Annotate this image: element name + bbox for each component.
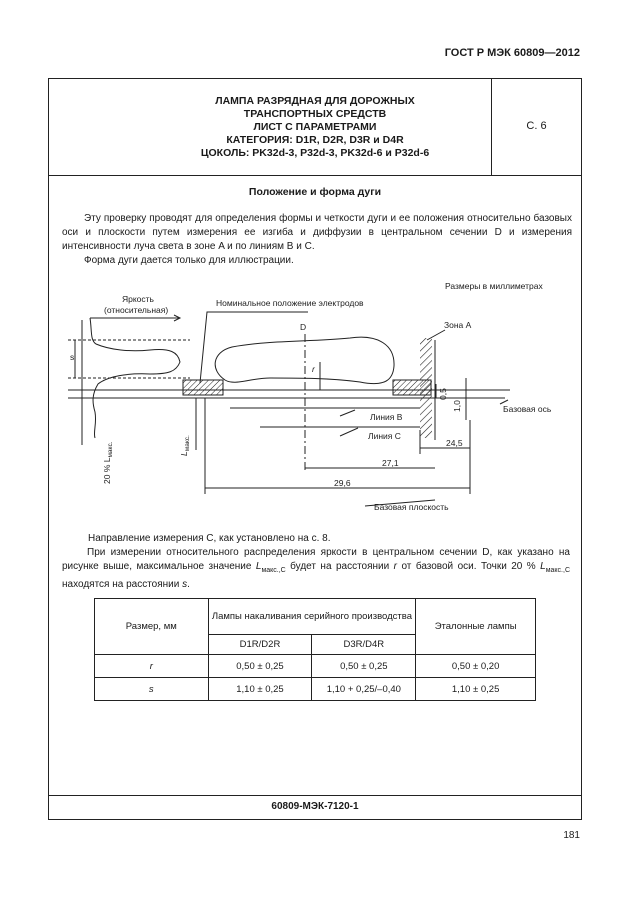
th-d1r-d2r: D1R/D2R: [208, 635, 312, 655]
base-axis-label: Базовая ось: [503, 404, 552, 414]
standard-number: ГОСТ Р МЭК 60809—2012: [444, 47, 580, 59]
parameters-table: [94, 598, 536, 701]
label-r: r: [312, 364, 315, 374]
page-number: 181: [563, 830, 580, 841]
line-c-leader: [340, 428, 358, 436]
th-serial: Лампы накаливания серийного производства: [208, 599, 416, 635]
cell-ref: 1,10 ± 0,25: [416, 678, 536, 701]
title-line: ЦОКОЛЬ: PK32d-3, P32d-3, PK32d-6 и P32d-6: [200, 147, 430, 159]
label-20-main: 20 % L: [102, 457, 112, 484]
p4-b: будет на расстоянии: [285, 561, 394, 572]
label-d: D: [300, 322, 307, 332]
label-s: s: [70, 352, 75, 362]
line-b-label: Линия B: [370, 412, 403, 422]
label-lmax-sub: макс.: [184, 435, 191, 452]
title-line: ЛИСТ С ПАРАМЕТРАМИ: [253, 121, 377, 133]
table-row: [95, 678, 536, 701]
title-line: ТРАНСПОРТНЫХ СРЕДСТВ: [243, 108, 387, 120]
th-d3r-d4r: D3R/D4R: [312, 635, 416, 655]
arc-shape: [215, 337, 394, 383]
line-c-label: Линия C: [368, 431, 401, 441]
p4-a: При измерении относительного распределения яркости в центральном сечении D, как указано на рисунке выше, максимальное значение: [62, 547, 570, 572]
p4-sub1: макс.,C: [261, 567, 286, 574]
paragraph-3: Направление измерения C, как установлено на с. 8.: [88, 533, 331, 544]
p4-c: от базовой оси. Точки 20 %: [397, 561, 541, 572]
dim-24-5: 24,5: [446, 438, 463, 448]
paragraph-2: Форма дуги дается только для иллюстрации.: [84, 255, 294, 266]
table-row: [95, 655, 536, 678]
brightness-label-1: Яркость: [122, 294, 154, 304]
footer-code: 60809-МЭК-7120-1: [271, 801, 359, 812]
p4-r: r: [393, 561, 398, 572]
electrode-left: [183, 380, 223, 395]
cell-d1: 0,50 ± 0,25: [208, 655, 312, 678]
p4-l1: L: [255, 561, 262, 572]
electrodes-leader: [200, 312, 308, 383]
label-lmax: [179, 435, 191, 456]
sheet-page-code: С. 6: [526, 120, 547, 132]
zone-a-hatch: [420, 338, 432, 438]
footer-divider: [48, 795, 582, 796]
base-plane-label: Базовая плоскость: [374, 502, 449, 512]
section-title: Положение и форма дуги: [248, 186, 382, 198]
th-size: Размер, мм: [95, 599, 209, 655]
title-line: ЛАМПА РАЗРЯДНАЯ ДЛЯ ДОРОЖНЫХ: [215, 95, 415, 107]
p4-d: находятся на расстоянии: [62, 579, 183, 590]
dim-29-6: 29,6: [334, 478, 351, 488]
brightness-label-2: (относительная): [104, 305, 169, 315]
paragraph-4: [62, 546, 570, 592]
dim-1-0-label: 1,0: [452, 400, 462, 412]
cell-name: r: [95, 655, 209, 678]
electrodes-label: Номинальное положение электродов: [216, 298, 364, 308]
p4-sub2: макс.,C: [545, 567, 570, 574]
dim-27-1: 27,1: [382, 458, 399, 468]
line-b-leader: [340, 410, 355, 416]
dim-0-5-label: 0,5: [438, 388, 448, 400]
label-lmax-main: L: [179, 451, 189, 456]
th-ref: Эталонные лампы: [416, 599, 536, 655]
label-20-percent: [102, 441, 114, 484]
cell-d1: 1,10 ± 0,25: [208, 678, 312, 701]
title-line: КАТЕГОРИЯ: D1R, D2R, D3R и D4R: [226, 134, 404, 146]
dimensions-note: Размеры в миллиметрах: [445, 281, 543, 291]
zone-a-label: Зона A: [444, 320, 472, 330]
paragraph-1-text: Эту проверку проводят для определения формы и четкости дуги и ее положения относительно базовых оси и плоскости путем измерения ее изгиба и диффузии в центральном сечении D и измерения интенсивности луча света в зоне A и по линиям B и C.: [62, 213, 572, 252]
p4-l2: L: [540, 561, 546, 572]
cell-ref: 0,50 ± 0,20: [416, 655, 536, 678]
p4-e: .: [187, 579, 190, 590]
p4-s: s: [182, 579, 188, 590]
cell-name: s: [95, 678, 209, 701]
cell-d3: 1,10 + 0,25/–0,40: [312, 678, 416, 701]
label-20-sub: макс.: [107, 441, 114, 458]
cell-d3: 0,50 ± 0,25: [312, 655, 416, 678]
